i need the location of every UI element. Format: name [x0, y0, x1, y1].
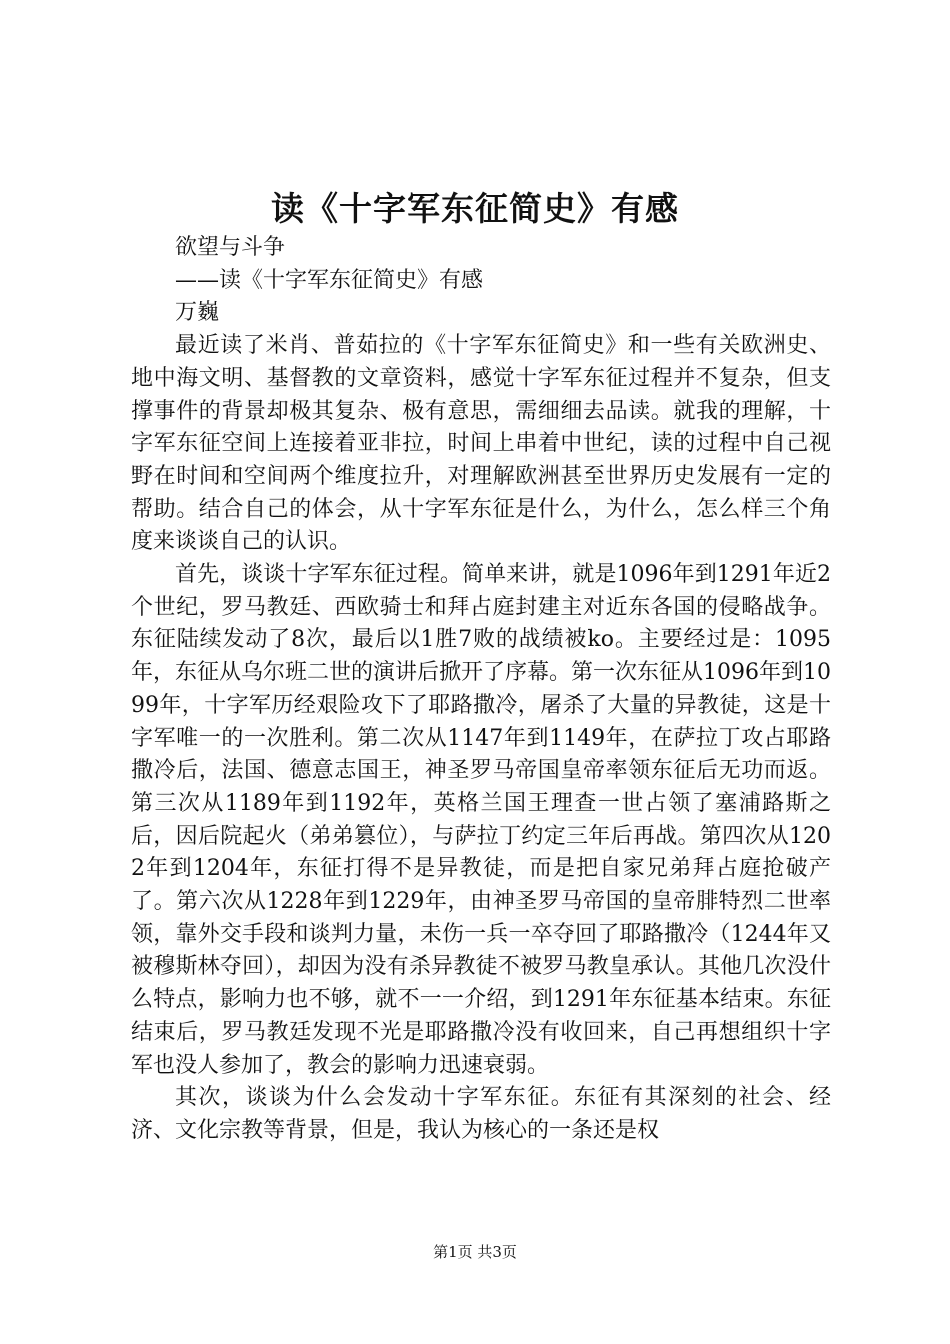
paragraph-intro: 最近读了米肖、普茹拉的《十字军东征简史》和一些有关欧洲史、地中海文明、基督教的文章资料，感觉十字军东征过程并不复杂，但支撑事件的背景却极其复杂、极有意思，需细细去品读。就我的理解，十字军东征空间上连接着亚非拉，时间上串着中世纪，读的过程中自己视野在时间和空间两个维度拉升，对理解欧洲甚至世界历史发展有一定的帮助。结合自己的体会，从十字军东征是什么，为什么，怎么样三个角度来谈谈自己的认识。 [131, 333, 831, 555]
paragraph-second: 其次，谈谈为什么会发动十字军东征。东征有其深刻的社会、经济、文化宗教等背景，但是，我认为核心的一条还是权 [131, 1085, 831, 1143]
document-body [131, 232, 831, 1148]
paragraph-first: 首先，谈谈十字军东征过程。简单来讲，就是1096年到1291年近2个世纪，罗马教廷、西欧骑士和拜占庭封建主对近东各国的侵略战争。东征陆续发动了8次，最后以1胜7败的战绩被ko。主要经过是：1095年，东征从乌尔班二世的演讲后掀开了序幕。第一次东征从1096年到1099年，十字军历经艰险攻下了耶路撒冷，屠杀了大量的异教徒，这是十字军唯一的一次胜利。第二次从1147年到1149年，在萨拉丁攻占耶路撒冷后，法国、德意志国王，神圣罗马帝国皇帝率领东征后无功而返。第三次从1189年到1192年，英格兰国王理查一世占领了塞浦路斯之后，因后院起火（弟弟篡位），与萨拉丁约定三年后再战。第四次从1202年到1204年，东征打得不是异教徒，而是把自家兄弟拜占庭抢破产了。第六次从1228年到1229年，由神圣罗马帝国的皇帝腓特烈二世率领，靠外交手段和谈判力量，未伤一兵一卒夺回了耶路撒冷（1244年又被穆斯林夺回），却因为没有杀异教徒不被罗马教皇承认。其他几次没什么特点，影响力也不够，就不一一介绍，到1291年东征基本结束。东征结束后，罗马教廷发现不光是耶路撒冷没有收回来，自己再想组织十字军也没人参加了，教会的影响力迅速衰弱。 [131, 562, 831, 1078]
page-number-footer: 第1页 共3页 [433, 1243, 517, 1261]
document-title: 读《十字军东征简史》有感 [271, 189, 679, 228]
subtitle-subline: ——读《十字军东征简史》有感 [175, 267, 484, 293]
subtitle-line: 欲望与斗争 [175, 235, 286, 260]
author-name: 万巍 [175, 300, 220, 326]
